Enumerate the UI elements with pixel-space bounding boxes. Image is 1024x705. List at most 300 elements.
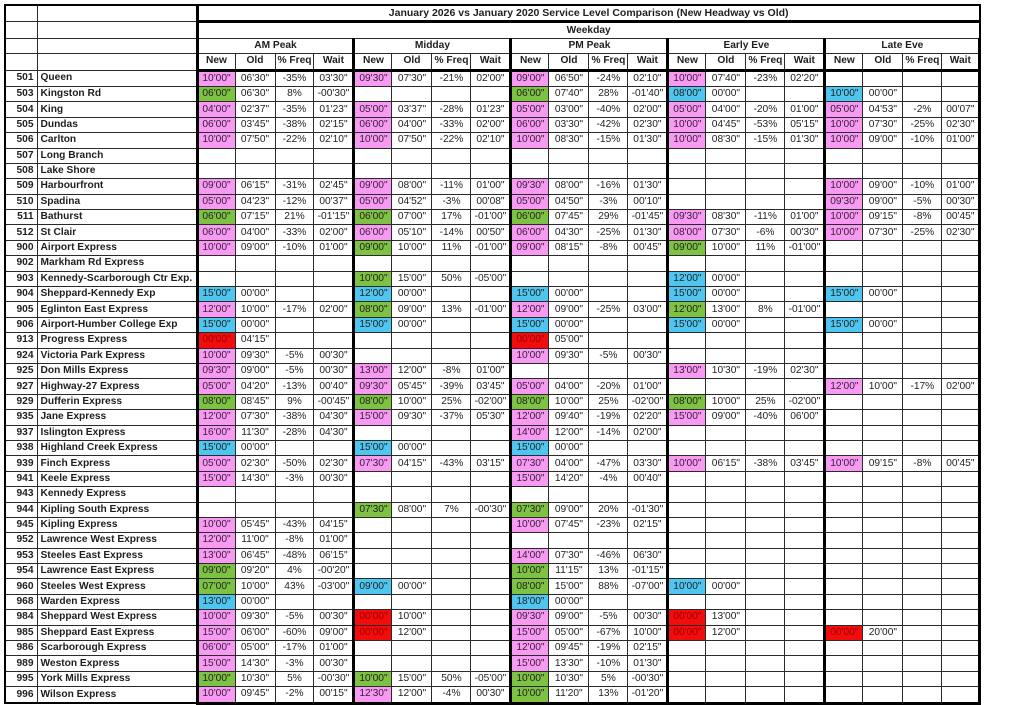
route-number[interactable]: 900 <box>5 240 37 255</box>
cell-wait[interactable] <box>471 564 511 579</box>
cell-old-headway[interactable]: 08'30" <box>706 210 746 225</box>
route-name[interactable]: St Clair <box>37 225 197 240</box>
cell-pct-freq[interactable] <box>746 287 785 302</box>
route-name[interactable]: Sheppard West Express <box>37 610 197 625</box>
cell-new-headway[interactable]: 16'00" <box>197 425 235 440</box>
cell-wait[interactable]: 02'00" <box>314 302 354 317</box>
cell-old-headway[interactable] <box>392 163 432 178</box>
cell-new-headway[interactable]: 10'00" <box>197 133 235 148</box>
cell-old-headway[interactable]: 06'45" <box>235 548 275 563</box>
cell-wait[interactable] <box>628 148 668 163</box>
cell-pct-freq[interactable]: -8% <box>275 533 314 548</box>
cell-wait[interactable] <box>785 579 825 594</box>
cell-old-headway[interactable] <box>863 641 903 656</box>
cell-old-headway[interactable] <box>392 548 432 563</box>
cell-pct-freq[interactable] <box>432 425 471 440</box>
cell-old-headway[interactable] <box>549 487 589 502</box>
route-name[interactable]: Don Mills Express <box>37 363 197 378</box>
cell-pct-freq[interactable]: -23% <box>589 517 628 532</box>
route-name[interactable]: Kennedy-Scarborough Ctr Exp. <box>37 271 197 286</box>
cell-new-headway[interactable] <box>825 656 863 671</box>
cell-pct-freq[interactable] <box>903 579 942 594</box>
cell-pct-freq[interactable]: -5% <box>275 363 314 378</box>
cell-old-headway[interactable]: 06'30" <box>235 86 275 101</box>
cell-wait[interactable] <box>314 256 354 271</box>
route-number[interactable]: 902 <box>5 256 37 271</box>
cell-new-headway[interactable] <box>354 425 392 440</box>
cell-new-headway[interactable]: 10'00" <box>668 579 706 594</box>
cell-pct-freq[interactable] <box>746 671 785 686</box>
cell-old-headway[interactable]: 00'00" <box>392 579 432 594</box>
cell-old-headway[interactable] <box>392 487 432 502</box>
cell-old-headway[interactable]: 00'00" <box>392 287 432 302</box>
cell-old-headway[interactable]: 07'50" <box>235 133 275 148</box>
cell-wait[interactable] <box>785 348 825 363</box>
cell-new-headway[interactable]: 10'00" <box>354 271 392 286</box>
cell-old-headway[interactable]: 07'30" <box>392 70 432 86</box>
cell-old-headway[interactable]: 07'00" <box>392 210 432 225</box>
cell-wait[interactable] <box>785 533 825 548</box>
cell-wait[interactable]: -01'00" <box>471 302 511 317</box>
cell-old-headway[interactable]: 07'40" <box>706 70 746 86</box>
cell-wait[interactable]: 01'30" <box>628 179 668 194</box>
cell-pct-freq[interactable] <box>746 317 785 332</box>
cell-old-headway[interactable]: 09'40" <box>549 410 589 425</box>
cell-old-headway[interactable]: 15'00" <box>392 271 432 286</box>
corner-cell[interactable] <box>5 38 37 53</box>
cell-pct-freq[interactable]: -2% <box>903 102 942 117</box>
route-number[interactable]: 501 <box>5 70 37 86</box>
cell-wait[interactable]: -00'30" <box>314 671 354 686</box>
route-name[interactable]: Sheppard East Express <box>37 625 197 640</box>
cell-wait[interactable] <box>942 625 980 640</box>
cell-pct-freq[interactable]: -25% <box>903 225 942 240</box>
cell-pct-freq[interactable]: -4% <box>432 687 471 703</box>
cell-old-headway[interactable]: 04'53" <box>863 102 903 117</box>
cell-pct-freq[interactable]: 11% <box>432 240 471 255</box>
cell-wait[interactable]: 05'15" <box>785 117 825 132</box>
cell-pct-freq[interactable] <box>746 194 785 209</box>
cell-pct-freq[interactable] <box>903 641 942 656</box>
cell-new-headway[interactable]: 12'00" <box>511 302 549 317</box>
route-name[interactable]: Markham Rd Express <box>37 256 197 271</box>
cell-new-headway[interactable] <box>825 579 863 594</box>
cell-new-headway[interactable]: 15'00" <box>511 317 549 332</box>
cell-wait[interactable] <box>785 471 825 486</box>
cell-old-headway[interactable] <box>392 425 432 440</box>
cell-old-headway[interactable] <box>863 256 903 271</box>
cell-pct-freq[interactable]: -14% <box>589 425 628 440</box>
route-name[interactable]: Long Branch <box>37 148 197 163</box>
cell-old-headway[interactable] <box>706 564 746 579</box>
cell-new-headway[interactable]: 12'00" <box>197 533 235 548</box>
cell-new-headway[interactable] <box>825 240 863 255</box>
route-name[interactable]: Airport-Humber College Exp <box>37 317 197 332</box>
cell-pct-freq[interactable]: -22% <box>432 133 471 148</box>
cell-pct-freq[interactable]: -33% <box>432 117 471 132</box>
cell-old-headway[interactable]: 03'30" <box>549 117 589 132</box>
cell-pct-freq[interactable] <box>903 471 942 486</box>
cell-new-headway[interactable]: 15'00" <box>668 287 706 302</box>
cell-wait[interactable] <box>785 564 825 579</box>
cell-new-headway[interactable] <box>354 548 392 563</box>
cell-new-headway[interactable] <box>825 333 863 348</box>
cell-new-headway[interactable]: 14'00" <box>511 425 549 440</box>
cell-pct-freq[interactable] <box>746 379 785 394</box>
cell-new-headway[interactable] <box>668 487 706 502</box>
cell-new-headway[interactable]: 12'00" <box>825 379 863 394</box>
cell-old-headway[interactable] <box>392 471 432 486</box>
corner-cell[interactable] <box>5 22 37 38</box>
cell-wait[interactable] <box>942 240 980 255</box>
cell-old-headway[interactable] <box>863 517 903 532</box>
cell-wait[interactable]: 02'00" <box>471 117 511 132</box>
cell-wait[interactable]: 01'00" <box>785 210 825 225</box>
route-name[interactable]: Kipling Express <box>37 517 197 532</box>
cell-pct-freq[interactable] <box>432 148 471 163</box>
cell-wait[interactable] <box>785 687 825 703</box>
cell-new-headway[interactable] <box>825 148 863 163</box>
cell-pct-freq[interactable]: -17% <box>903 379 942 394</box>
cell-old-headway[interactable]: 10'00" <box>235 579 275 594</box>
route-number[interactable]: 929 <box>5 394 37 409</box>
cell-pct-freq[interactable] <box>746 487 785 502</box>
cell-pct-freq[interactable]: -67% <box>589 625 628 640</box>
cell-pct-freq[interactable] <box>432 86 471 101</box>
cell-new-headway[interactable] <box>511 487 549 502</box>
route-number[interactable]: 507 <box>5 148 37 163</box>
cell-pct-freq[interactable] <box>903 287 942 302</box>
cell-pct-freq[interactable]: -11% <box>746 210 785 225</box>
cell-wait[interactable] <box>785 271 825 286</box>
cell-wait[interactable] <box>314 594 354 609</box>
cell-wait[interactable]: 06'30" <box>628 548 668 563</box>
cell-new-headway[interactable]: 09'00" <box>354 579 392 594</box>
cell-old-headway[interactable]: 07'40" <box>549 86 589 101</box>
cell-old-headway[interactable]: 09'30" <box>392 410 432 425</box>
cell-pct-freq[interactable] <box>746 548 785 563</box>
cell-new-headway[interactable]: 12'00" <box>197 410 235 425</box>
route-number[interactable]: 985 <box>5 625 37 640</box>
cell-new-headway[interactable]: 15'00" <box>511 656 549 671</box>
cell-new-headway[interactable]: 12'30" <box>354 687 392 703</box>
cell-new-headway[interactable] <box>354 148 392 163</box>
cell-old-headway[interactable]: 00'00" <box>706 317 746 332</box>
cell-wait[interactable]: 03'45" <box>471 379 511 394</box>
cell-new-headway[interactable] <box>668 179 706 194</box>
cell-old-headway[interactable]: 06'30" <box>235 70 275 86</box>
cell-old-headway[interactable] <box>706 148 746 163</box>
cell-new-headway[interactable] <box>668 594 706 609</box>
cell-pct-freq[interactable]: 25% <box>432 394 471 409</box>
cell-new-headway[interactable]: 10'00" <box>511 517 549 532</box>
cell-old-headway[interactable] <box>392 564 432 579</box>
cell-old-headway[interactable] <box>392 333 432 348</box>
cell-new-headway[interactable] <box>825 641 863 656</box>
cell-wait[interactable] <box>471 594 511 609</box>
cell-old-headway[interactable]: 10'30" <box>235 671 275 686</box>
cell-pct-freq[interactable]: -43% <box>275 517 314 532</box>
cell-pct-freq[interactable]: -42% <box>589 117 628 132</box>
cell-new-headway[interactable]: 10'00" <box>354 133 392 148</box>
cell-pct-freq[interactable]: 43% <box>275 579 314 594</box>
cell-old-headway[interactable]: 10'30" <box>706 363 746 378</box>
cell-new-headway[interactable] <box>511 148 549 163</box>
cell-old-headway[interactable]: 07'30" <box>549 548 589 563</box>
cell-pct-freq[interactable] <box>903 86 942 101</box>
cell-pct-freq[interactable]: -46% <box>589 548 628 563</box>
cell-old-headway[interactable]: 11'30" <box>235 425 275 440</box>
cell-wait[interactable] <box>471 348 511 363</box>
cell-new-headway[interactable]: 15'00" <box>825 287 863 302</box>
route-number[interactable]: 512 <box>5 225 37 240</box>
cell-pct-freq[interactable] <box>903 594 942 609</box>
cell-old-headway[interactable] <box>235 148 275 163</box>
cell-wait[interactable] <box>785 487 825 502</box>
route-number[interactable]: 945 <box>5 517 37 532</box>
cell-wait[interactable]: 00'30" <box>785 225 825 240</box>
cell-new-headway[interactable]: 05'00" <box>511 194 549 209</box>
cell-wait[interactable]: -01'20" <box>628 687 668 703</box>
cell-wait[interactable]: 00'30" <box>628 610 668 625</box>
cell-old-headway[interactable] <box>863 610 903 625</box>
cell-pct-freq[interactable] <box>432 287 471 302</box>
cell-new-headway[interactable]: 00'00" <box>354 610 392 625</box>
route-name[interactable]: Dufferin Express <box>37 394 197 409</box>
cell-wait[interactable] <box>628 594 668 609</box>
cell-wait[interactable]: 00'45" <box>628 240 668 255</box>
cell-pct-freq[interactable]: -12% <box>275 194 314 209</box>
cell-wait[interactable] <box>471 333 511 348</box>
cell-pct-freq[interactable] <box>746 271 785 286</box>
cell-new-headway[interactable]: 08'00" <box>354 394 392 409</box>
route-name[interactable]: Steeles East Express <box>37 548 197 563</box>
cell-wait[interactable]: -00'30" <box>471 502 511 517</box>
route-number[interactable]: 989 <box>5 656 37 671</box>
cell-pct-freq[interactable] <box>903 487 942 502</box>
cell-wait[interactable] <box>942 86 980 101</box>
cell-wait[interactable]: 02'00" <box>314 225 354 240</box>
cell-wait[interactable]: 01'23" <box>314 102 354 117</box>
cell-pct-freq[interactable]: -40% <box>746 410 785 425</box>
cell-pct-freq[interactable]: -53% <box>746 117 785 132</box>
cell-pct-freq[interactable]: -19% <box>746 363 785 378</box>
cell-old-headway[interactable]: 00'00" <box>392 440 432 455</box>
route-number[interactable]: 506 <box>5 133 37 148</box>
cell-pct-freq[interactable]: -25% <box>903 117 942 132</box>
cell-old-headway[interactable] <box>549 363 589 378</box>
cell-pct-freq[interactable] <box>275 333 314 348</box>
cell-old-headway[interactable]: 09'45" <box>235 687 275 703</box>
cell-wait[interactable] <box>785 548 825 563</box>
cell-wait[interactable] <box>785 86 825 101</box>
cell-wait[interactable]: 04'30" <box>314 410 354 425</box>
route-name[interactable]: Sheppard-Kennedy Exp <box>37 287 197 302</box>
cell-old-headway[interactable] <box>863 363 903 378</box>
cell-wait[interactable] <box>942 163 980 178</box>
cell-old-headway[interactable]: 02'30" <box>235 456 275 471</box>
route-name[interactable]: Wilson Express <box>37 687 197 703</box>
cell-wait[interactable] <box>785 425 825 440</box>
cell-old-headway[interactable] <box>549 148 589 163</box>
cell-pct-freq[interactable] <box>746 333 785 348</box>
cell-wait[interactable] <box>785 671 825 686</box>
cell-new-headway[interactable]: 12'00" <box>354 287 392 302</box>
cell-wait[interactable]: 00'10" <box>628 194 668 209</box>
cell-wait[interactable] <box>471 440 511 455</box>
cell-old-headway[interactable] <box>706 487 746 502</box>
cell-old-headway[interactable]: 20'00" <box>863 625 903 640</box>
cell-wait[interactable]: -05'00" <box>471 271 511 286</box>
cell-wait[interactable] <box>471 163 511 178</box>
cell-wait[interactable]: 01'23" <box>471 102 511 117</box>
cell-wait[interactable]: 06'00" <box>785 410 825 425</box>
cell-pct-freq[interactable]: -17% <box>275 641 314 656</box>
route-number[interactable]: 953 <box>5 548 37 563</box>
cell-old-headway[interactable] <box>706 594 746 609</box>
cell-pct-freq[interactable] <box>589 333 628 348</box>
cell-old-headway[interactable]: 06'50" <box>549 70 589 86</box>
cell-wait[interactable] <box>785 179 825 194</box>
cell-wait[interactable] <box>471 579 511 594</box>
cell-pct-freq[interactable]: -8% <box>432 363 471 378</box>
cell-old-headway[interactable]: 08'30" <box>706 133 746 148</box>
cell-wait[interactable] <box>942 594 980 609</box>
cell-old-headway[interactable] <box>706 333 746 348</box>
cell-wait[interactable] <box>471 625 511 640</box>
cell-pct-freq[interactable] <box>275 487 314 502</box>
cell-old-headway[interactable]: 07'30" <box>863 225 903 240</box>
cell-wait[interactable]: 01'30" <box>628 656 668 671</box>
cell-old-headway[interactable]: 04'30" <box>549 225 589 240</box>
cell-old-headway[interactable]: 04'45" <box>706 117 746 132</box>
route-name[interactable]: Queen <box>37 70 197 86</box>
cell-pct-freq[interactable]: -23% <box>746 70 785 86</box>
cell-old-headway[interactable] <box>706 194 746 209</box>
cell-wait[interactable]: 02'30" <box>785 363 825 378</box>
cell-new-headway[interactable] <box>197 487 235 502</box>
cell-old-headway[interactable] <box>549 256 589 271</box>
cell-wait[interactable] <box>785 163 825 178</box>
route-name[interactable]: Eglinton East Express <box>37 302 197 317</box>
cell-pct-freq[interactable] <box>432 610 471 625</box>
cell-wait[interactable] <box>942 394 980 409</box>
cell-old-headway[interactable] <box>706 256 746 271</box>
cell-new-headway[interactable]: 08'00" <box>668 394 706 409</box>
cell-new-headway[interactable]: 06'00" <box>354 210 392 225</box>
cell-pct-freq[interactable] <box>432 548 471 563</box>
cell-new-headway[interactable]: 10'00" <box>825 133 863 148</box>
cell-old-headway[interactable] <box>863 656 903 671</box>
cell-new-headway[interactable] <box>354 256 392 271</box>
cell-wait[interactable] <box>471 317 511 332</box>
route-number[interactable]: 939 <box>5 456 37 471</box>
cell-old-headway[interactable] <box>549 163 589 178</box>
cell-old-headway[interactable] <box>863 471 903 486</box>
cell-pct-freq[interactable] <box>746 425 785 440</box>
cell-pct-freq[interactable]: -8% <box>589 240 628 255</box>
cell-wait[interactable] <box>942 148 980 163</box>
cell-new-headway[interactable] <box>668 641 706 656</box>
cell-pct-freq[interactable]: -38% <box>746 456 785 471</box>
route-name[interactable]: Victoria Park Express <box>37 348 197 363</box>
cell-new-headway[interactable] <box>354 333 392 348</box>
cell-old-headway[interactable] <box>863 533 903 548</box>
cell-wait[interactable] <box>785 317 825 332</box>
cell-pct-freq[interactable] <box>432 471 471 486</box>
cell-wait[interactable] <box>628 363 668 378</box>
cell-new-headway[interactable] <box>511 256 549 271</box>
cell-pct-freq[interactable]: 13% <box>589 564 628 579</box>
cell-old-headway[interactable]: 10'00" <box>392 610 432 625</box>
cell-new-headway[interactable] <box>354 86 392 101</box>
cell-pct-freq[interactable]: -21% <box>432 70 471 86</box>
cell-new-headway[interactable]: 10'00" <box>197 70 235 86</box>
cell-new-headway[interactable] <box>668 333 706 348</box>
cell-new-headway[interactable]: 09'00" <box>354 240 392 255</box>
cell-new-headway[interactable] <box>825 440 863 455</box>
cell-wait[interactable]: -00'45" <box>314 394 354 409</box>
cell-old-headway[interactable]: 15'00" <box>392 671 432 686</box>
route-number[interactable]: 504 <box>5 102 37 117</box>
cell-wait[interactable] <box>628 287 668 302</box>
cell-old-headway[interactable]: 08'30" <box>549 133 589 148</box>
cell-new-headway[interactable] <box>825 594 863 609</box>
cell-pct-freq[interactable]: 13% <box>432 302 471 317</box>
cell-wait[interactable]: 02'30" <box>314 456 354 471</box>
cell-pct-freq[interactable] <box>746 656 785 671</box>
cell-old-headway[interactable] <box>392 594 432 609</box>
cell-wait[interactable] <box>314 502 354 517</box>
cell-wait[interactable] <box>942 348 980 363</box>
cell-wait[interactable] <box>942 471 980 486</box>
cell-new-headway[interactable]: 06'00" <box>354 225 392 240</box>
route-number[interactable]: 996 <box>5 687 37 703</box>
cell-wait[interactable]: -01'15" <box>314 210 354 225</box>
cell-wait[interactable] <box>942 425 980 440</box>
cell-pct-freq[interactable]: -20% <box>746 102 785 117</box>
cell-old-headway[interactable] <box>863 348 903 363</box>
cell-old-headway[interactable]: 10'00" <box>392 394 432 409</box>
cell-wait[interactable] <box>628 487 668 502</box>
cell-new-headway[interactable]: 09'00" <box>511 70 549 86</box>
cell-pct-freq[interactable]: -8% <box>903 456 942 471</box>
cell-pct-freq[interactable]: -5% <box>275 610 314 625</box>
cell-wait[interactable]: -07'00" <box>628 579 668 594</box>
cell-pct-freq[interactable]: 25% <box>589 394 628 409</box>
cell-old-headway[interactable]: 05'00" <box>549 333 589 348</box>
cell-new-headway[interactable] <box>825 410 863 425</box>
cell-new-headway[interactable] <box>668 517 706 532</box>
cell-old-headway[interactable] <box>392 656 432 671</box>
cell-wait[interactable] <box>942 440 980 455</box>
cell-new-headway[interactable] <box>825 348 863 363</box>
cell-wait[interactable]: 01'00" <box>785 102 825 117</box>
route-number[interactable]: 937 <box>5 425 37 440</box>
cell-new-headway[interactable]: 07'00" <box>197 579 235 594</box>
route-name[interactable]: Carlton <box>37 133 197 148</box>
cell-new-headway[interactable]: 10'00" <box>197 687 235 703</box>
cell-wait[interactable] <box>785 148 825 163</box>
route-name[interactable]: Jane Express <box>37 410 197 425</box>
cell-pct-freq[interactable]: -13% <box>275 379 314 394</box>
cell-pct-freq[interactable]: 7% <box>432 502 471 517</box>
route-number[interactable]: 509 <box>5 179 37 194</box>
cell-old-headway[interactable]: 10'00" <box>863 379 903 394</box>
cell-pct-freq[interactable] <box>432 440 471 455</box>
cell-wait[interactable] <box>471 148 511 163</box>
cell-pct-freq[interactable] <box>746 610 785 625</box>
